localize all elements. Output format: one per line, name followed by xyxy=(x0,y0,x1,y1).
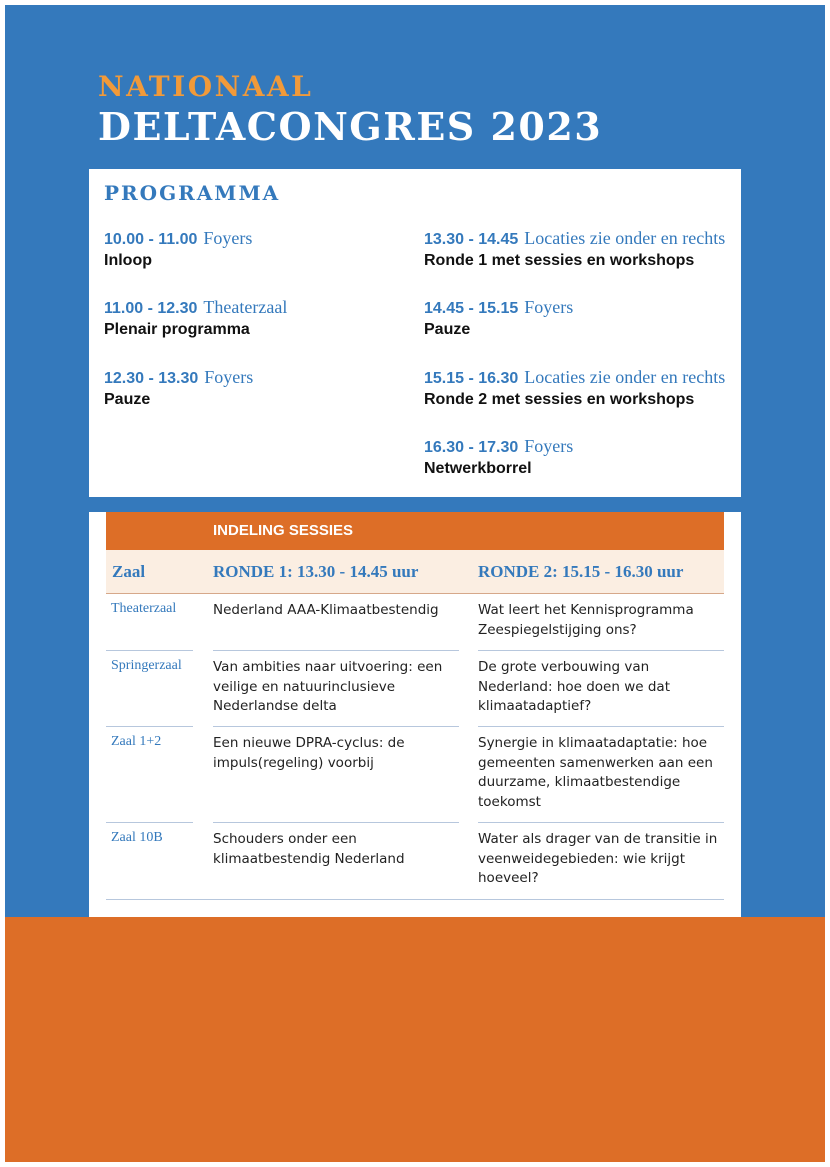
room-name: Zaal 10B xyxy=(111,830,163,845)
programma-item xyxy=(104,297,287,339)
programma-time: 15.15 - 16.30 xyxy=(424,370,519,387)
session-ronde2: Wat leert het Kennisprogramma Zeespiegelstijging ons? xyxy=(478,602,694,638)
programma-location: Foyers xyxy=(524,297,574,317)
orange-background xyxy=(5,917,825,1162)
session-ronde1: Een nieuwe DPRA-cyclus: de impuls(regeling) voorbij xyxy=(213,735,405,771)
session-ronde2: Water als drager van de transitie in veenweidegebieden: wie krijgt hoeveel? xyxy=(478,831,718,886)
row-divider xyxy=(478,650,724,651)
programma-item xyxy=(104,228,252,270)
column-header-ronde2: RONDE 2: 15.15 - 16.30 uur xyxy=(478,562,684,581)
programma-item xyxy=(424,228,725,270)
programma-location: Foyers xyxy=(524,436,574,456)
row-divider xyxy=(213,726,459,727)
table-bottom-divider xyxy=(106,899,724,900)
row-divider xyxy=(213,650,459,651)
programma-time: 14.45 - 15.15 xyxy=(424,300,519,317)
sessies-column-headers xyxy=(106,550,724,594)
room-name: Theaterzaal xyxy=(111,601,177,616)
programma-description: Ronde 1 met sessies en workshops xyxy=(424,252,695,269)
row-divider xyxy=(478,822,724,823)
room-name: Springerzaal xyxy=(111,658,182,673)
programma-time: 16.30 - 17.30 xyxy=(424,439,519,456)
row-divider xyxy=(478,726,724,727)
programma-description: Pauze xyxy=(424,321,471,338)
programma-description: Plenair programma xyxy=(104,321,250,338)
programma-panel xyxy=(89,169,741,497)
programma-time: 12.30 - 13.30 xyxy=(104,370,199,387)
column-header-ronde1: RONDE 1: 13.30 - 14.45 uur xyxy=(213,562,419,581)
programma-item xyxy=(424,436,573,478)
programma-item xyxy=(104,367,253,409)
programma-description: Inloop xyxy=(104,252,152,269)
programma-time: 10.00 - 11.00 xyxy=(104,231,198,248)
programma-description: Pauze xyxy=(104,391,151,408)
programma-heading: PROGRAMMA xyxy=(104,181,281,205)
programma-location: Foyers xyxy=(204,367,254,387)
session-ronde1: Van ambities naar uitvoering: een veilige en natuurinclusieve Nederlandse delta xyxy=(213,659,443,714)
column-header-zaal: Zaal xyxy=(112,562,146,581)
programma-description: Ronde 2 met sessies en workshops xyxy=(424,391,695,408)
programma-location: Theaterzaal xyxy=(203,297,288,317)
session-ronde2: De grote verbouwing van Nederland: hoe doen we dat klimaatadaptief? xyxy=(478,659,670,714)
programma-item xyxy=(424,367,725,409)
room-name: Zaal 1+2 xyxy=(111,734,162,749)
programma-time: 13.30 - 14.45 xyxy=(424,231,519,248)
programma-location: Foyers xyxy=(203,228,253,248)
programma-item xyxy=(424,297,573,339)
title-nationaal: NATIONAAL xyxy=(98,70,314,103)
programma-description: Netwerkborrel xyxy=(424,460,532,477)
session-ronde1: Schouders onder een klimaatbestendig Nederland xyxy=(213,831,405,867)
row-divider xyxy=(106,650,193,651)
sessies-panel xyxy=(89,512,741,917)
programma-time: 11.00 - 12.30 xyxy=(104,300,198,317)
title-deltacongres: DELTACONGRES 2023 xyxy=(98,104,603,149)
row-divider xyxy=(213,822,459,823)
row-divider xyxy=(106,822,193,823)
programma-location: Locaties zie onder en rechts xyxy=(524,367,726,387)
session-ronde2: Synergie in klimaatadaptatie: hoe gemeenten samenwerken aan een duurzame, klimaatbestendige toekomst xyxy=(478,735,713,810)
row-divider xyxy=(106,726,193,727)
programma-location: Locaties zie onder en rechts xyxy=(524,228,726,248)
sessies-header-bar xyxy=(106,512,724,550)
session-ronde1: Nederland AAA-Klimaatbestendig xyxy=(213,602,439,618)
sessies-heading: INDELING SESSIES xyxy=(213,522,354,539)
